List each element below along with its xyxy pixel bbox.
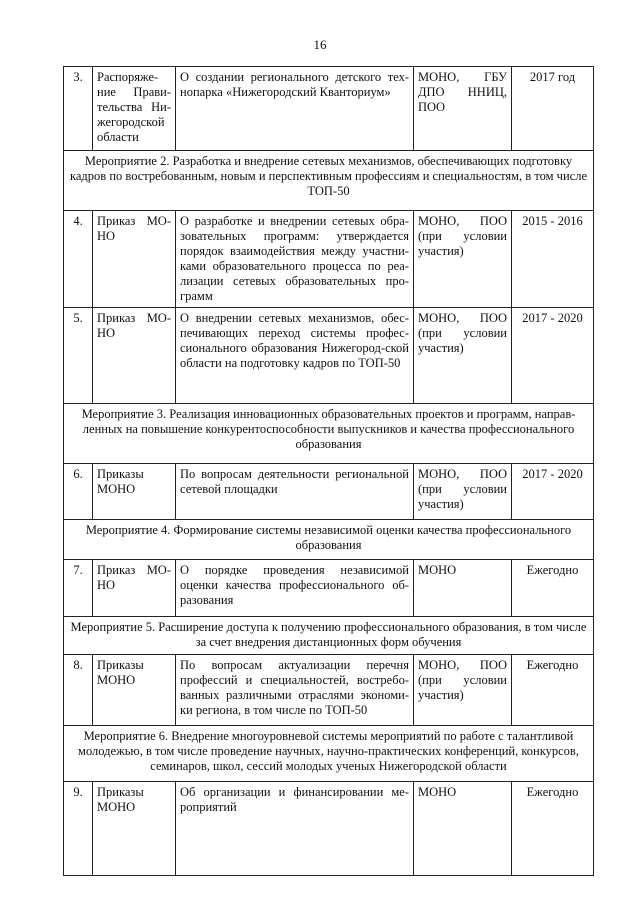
table-row bbox=[64, 211, 594, 308]
executor-line-part: ГБУ bbox=[484, 70, 507, 84]
executor-line bbox=[418, 311, 507, 326]
executor-line bbox=[418, 482, 507, 497]
measures-table bbox=[63, 66, 594, 876]
measure-heading: Мероприятие 3. Реализация инновационных образовательных проектов и программ, направ-ленных на повышение конкурентоспособности выпускников и качества профессионального образования bbox=[64, 404, 594, 464]
executor-line-part: (при bbox=[418, 326, 442, 340]
executor-line-part: (при bbox=[418, 673, 442, 687]
deadline: Ежегодно bbox=[512, 782, 594, 876]
executor-line-part: условии bbox=[463, 673, 507, 687]
executors bbox=[414, 560, 512, 617]
table-row bbox=[64, 655, 594, 726]
document-title: Об организации и финансировании ме-роприятий bbox=[176, 782, 414, 876]
deadline: 2017 год bbox=[512, 67, 594, 151]
executor-line-part: условии bbox=[463, 482, 507, 496]
deadline: Ежегодно bbox=[512, 655, 594, 726]
executor-line-part: (при bbox=[418, 482, 442, 496]
executor-line-part: ПОО bbox=[479, 214, 507, 228]
row-number: 3. bbox=[64, 67, 93, 151]
executors bbox=[414, 782, 512, 876]
document-type: Приказы МОНО bbox=[93, 782, 176, 876]
measure-heading: Мероприятие 6. Внедрение многоуровневой системы мероприятий по работе с талантливой молодежью, в том числе проведение научных, научно-практических конференций, конкурсов, семинаров, школ, сессий молодых ученых Нижегородской области bbox=[64, 726, 594, 782]
measure-heading: Мероприятие 2. Разработка и внедрение сетевых механизмов, обеспечивающих подготовку кадров по востребованным, новым и перспективным профессиям и специальностям, в том числе ТОП-50 bbox=[64, 151, 594, 211]
executors bbox=[414, 67, 512, 151]
document-type: Приказ МО-НО bbox=[93, 560, 176, 617]
executor-line: МОНО bbox=[418, 785, 457, 799]
executors bbox=[414, 308, 512, 404]
table-row bbox=[64, 308, 594, 404]
document-title: По вопросам деятельности региональной сетевой площадки bbox=[176, 464, 414, 520]
executor-line bbox=[418, 326, 507, 341]
executor-line bbox=[418, 229, 507, 244]
executor-line-part: ННИЦ, bbox=[467, 85, 507, 99]
measure-heading: Мероприятие 5. Расширение доступа к получению профессионального образования, в том числе за счет внедрения дистанционных форм обучения bbox=[64, 617, 594, 655]
document-type: Приказ МО-НО bbox=[93, 308, 176, 404]
row-number: 9. bbox=[64, 782, 93, 876]
executor-line-part: МОНО, bbox=[418, 214, 460, 228]
deadline: Ежегодно bbox=[512, 560, 594, 617]
executor-line bbox=[418, 658, 507, 673]
measure-heading-row bbox=[64, 520, 594, 560]
executors bbox=[414, 655, 512, 726]
measure-heading-row bbox=[64, 617, 594, 655]
executor-line-part: МОНО, bbox=[418, 70, 460, 84]
executor-line: ПОО bbox=[418, 100, 446, 114]
measure-heading: Мероприятие 4. Формирование системы независимой оценки качества профессионального образования bbox=[64, 520, 594, 560]
measure-heading-row bbox=[64, 404, 594, 464]
document-title: По вопросам актуализации перечня профессий и специальностей, востребо-ванных различными отраслями экономи-ки региона, в том числе по ТОП-50 bbox=[176, 655, 414, 726]
executor-line-part: ПОО bbox=[479, 467, 507, 481]
executor-line-part: МОНО, bbox=[418, 658, 460, 672]
row-number: 8. bbox=[64, 655, 93, 726]
executor-line-part: условии bbox=[463, 326, 507, 340]
executor-line bbox=[418, 214, 507, 229]
deadline: 2017 - 2020 bbox=[512, 308, 594, 404]
table-row bbox=[64, 782, 594, 876]
executor-line: участия) bbox=[418, 497, 464, 511]
page-number: 16 bbox=[313, 37, 327, 52]
executor-line bbox=[418, 85, 507, 100]
document-title: О порядке проведения независимой оценки качества профессионального об-разования bbox=[176, 560, 414, 617]
measure-heading-row bbox=[64, 151, 594, 211]
executor-line-part: МОНО, bbox=[418, 311, 460, 325]
executor-line bbox=[418, 467, 507, 482]
document-type: Распоряже-ние Прави-тельства Ни-жегородской области bbox=[93, 67, 176, 151]
executor-line-part: (при bbox=[418, 229, 442, 243]
deadline: 2015 - 2016 bbox=[512, 211, 594, 308]
executor-line bbox=[418, 70, 507, 85]
executor-line: МОНО bbox=[418, 563, 457, 577]
row-number: 5. bbox=[64, 308, 93, 404]
table-row bbox=[64, 464, 594, 520]
executor-line bbox=[418, 673, 507, 688]
document-type: Приказ МО-НО bbox=[93, 211, 176, 308]
executor-line: участия) bbox=[418, 341, 464, 355]
measure-heading-row bbox=[64, 726, 594, 782]
table-row bbox=[64, 67, 594, 151]
executor-line: участия) bbox=[418, 244, 464, 258]
row-number: 7. bbox=[64, 560, 93, 617]
document-title: О внедрении сетевых механизмов, обес-печивающих переход системы профес-сионального образования Нижегород-ской области на подготовку кадров по ТОП-50 bbox=[176, 308, 414, 404]
executor-line-part: ПОО bbox=[479, 311, 507, 325]
document-type: Приказы МОНО bbox=[93, 655, 176, 726]
executor-line: участия) bbox=[418, 688, 464, 702]
executors bbox=[414, 464, 512, 520]
table-row bbox=[64, 560, 594, 617]
document-title: О создании регионального детского тех-нопарка «Нижегородский Кванториум» bbox=[176, 67, 414, 151]
executor-line-part: ПОО bbox=[479, 658, 507, 672]
executor-line-part: ДПО bbox=[418, 85, 445, 99]
row-number: 6. bbox=[64, 464, 93, 520]
executors bbox=[414, 211, 512, 308]
document-title: О разработке и внедрении сетевых обра-зовательных программ: утверждается порядок взаимодействия между участни-ками образовательного процесса по реа-лизации сетевых образовательных про-грамм bbox=[176, 211, 414, 308]
row-number: 4. bbox=[64, 211, 93, 308]
executor-line-part: МОНО, bbox=[418, 467, 460, 481]
deadline: 2017 - 2020 bbox=[512, 464, 594, 520]
executor-line-part: условии bbox=[463, 229, 507, 243]
document-type: Приказы МОНО bbox=[93, 464, 176, 520]
